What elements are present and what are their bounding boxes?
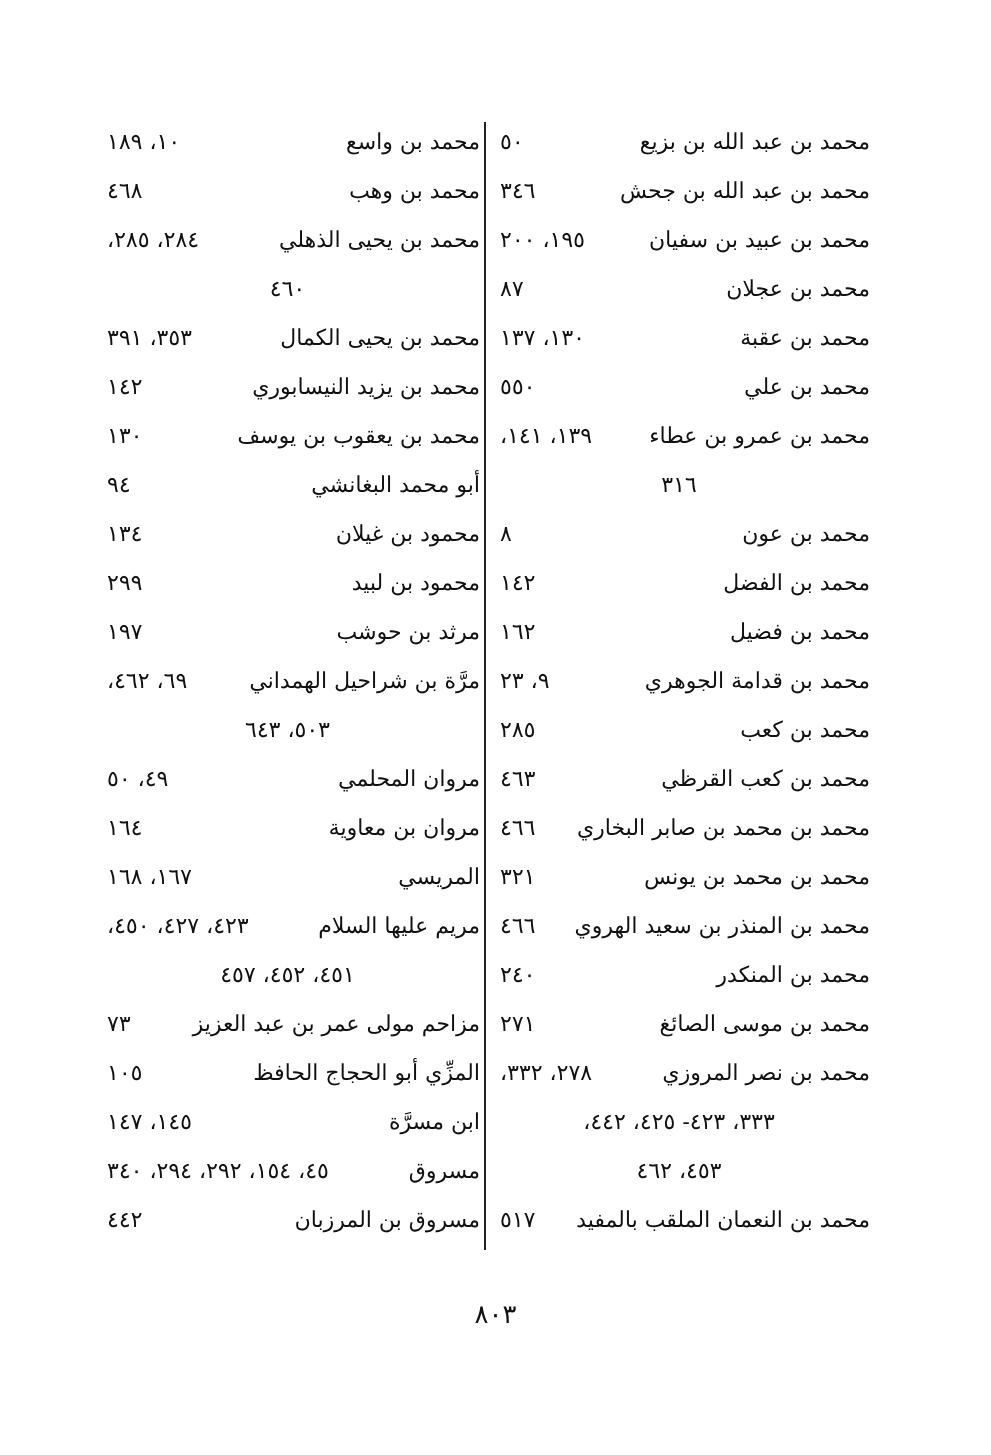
- entry-pages: ٨: [500, 522, 512, 547]
- index-column-right: [488, 118, 870, 1245]
- entry-pages: ٥٠: [500, 130, 524, 155]
- index-entry: [488, 412, 870, 461]
- index-entry: [488, 902, 870, 951]
- index-entry: [95, 167, 480, 216]
- entry-name: محمد بن عمرو بن عطاء: [649, 424, 870, 449]
- entry-pages: ٦٩، ٤٦٢،: [107, 669, 188, 694]
- entry-pages: ١٩٧: [107, 620, 143, 645]
- entry-pages: ٤٢٣، ٤٢٧، ٤٥٠،: [107, 914, 249, 939]
- entry-pages: ١٣٠، ١٣٧: [500, 326, 585, 351]
- entry-pages: ٣٢١: [500, 865, 536, 890]
- entry-pages: ٤٦٠: [269, 277, 306, 302]
- entry-name: محمد بن نصر المروزي: [662, 1061, 870, 1086]
- entry-pages: ١٦٤: [107, 816, 143, 841]
- index-column-left: [95, 118, 480, 1245]
- entry-name: محمد بن النعمان الملقب بالمفيد: [576, 1208, 870, 1233]
- entry-pages: ٢٨٤، ٢٨٥،: [107, 228, 200, 253]
- index-entry: [95, 510, 480, 559]
- index-entry: [488, 559, 870, 608]
- entry-name: محمد بن كعب القرظي: [661, 767, 870, 792]
- index-entry: [488, 951, 870, 1000]
- entry-name: محمود بن لبيد: [351, 571, 480, 596]
- entry-pages: ١٦٧، ١٦٨: [107, 865, 192, 890]
- entry-pages: ٢٤٠: [500, 963, 536, 988]
- entry-name: محمد بن المنكدر: [716, 963, 870, 988]
- entry-name: محمد بن واسع: [346, 130, 480, 155]
- entry-name: محمد بن يعقوب بن يوسف: [237, 424, 480, 449]
- entry-name: مروان بن معاوية: [328, 816, 480, 841]
- entry-name: محمد بن وهب: [349, 179, 480, 204]
- entry-pages: ٢٨٥: [500, 718, 536, 743]
- entry-pages: ٤٦٦: [500, 914, 536, 939]
- index-entry: [488, 608, 870, 657]
- index-entry: [95, 657, 480, 706]
- index-entry: [95, 461, 480, 510]
- index-entry: [488, 510, 870, 559]
- column-divider: [484, 122, 486, 1250]
- entry-pages: ١٠، ١٨٩: [107, 130, 181, 155]
- entry-pages: ١٤٥، ١٤٧: [107, 1110, 192, 1135]
- index-entry: [488, 1196, 870, 1245]
- entry-name: محمد بن فضيل: [729, 620, 870, 645]
- index-entry: [95, 853, 480, 902]
- index-entry: [488, 1000, 870, 1049]
- index-entry: [488, 167, 870, 216]
- entry-pages: ١٤٢: [500, 571, 536, 596]
- index-entry: [95, 804, 480, 853]
- entry-pages: ٤٦٦: [500, 816, 536, 841]
- entry-pages: ٣٥٣، ٣٩١: [107, 326, 192, 351]
- index-entry: [488, 804, 870, 853]
- entry-pages: ٥١٧: [500, 1208, 536, 1233]
- index-entry-continuation: [95, 265, 480, 314]
- index-entry: [95, 755, 480, 804]
- entry-name: محمد بن عبد الله بن جحش: [619, 179, 870, 204]
- index-entry: [488, 118, 870, 167]
- index-entry-continuation: [95, 706, 480, 755]
- index-entry: [488, 657, 870, 706]
- index-entry-continuation: [95, 951, 480, 1000]
- index-entry: [488, 755, 870, 804]
- index-entry: [95, 1196, 480, 1245]
- entry-pages: ٣١٦: [661, 473, 697, 498]
- entry-name: محمد بن كعب: [740, 718, 870, 743]
- entry-name: محمود بن غيلان: [335, 522, 480, 547]
- index-entry: [488, 1049, 870, 1098]
- entry-pages: ٤٦٨: [107, 179, 143, 204]
- index-entry: [95, 559, 480, 608]
- entry-pages: ٥٠٣، ٦٤٣: [245, 718, 330, 743]
- entry-pages: ٩، ٢٣: [500, 669, 550, 694]
- entry-name: محمد بن يزيد النيسابوري: [252, 375, 480, 400]
- entry-name: المزِّي أبو الحجاج الحافظ: [253, 1061, 480, 1086]
- entry-name: محمد بن محمد بن يونس: [644, 865, 870, 890]
- entry-name: محمد بن عبد الله بن بزيع: [639, 130, 870, 155]
- entry-name: مسروق: [408, 1159, 480, 1184]
- index-entry: [95, 902, 480, 951]
- index-entry: [95, 1147, 480, 1196]
- entry-name: مرثد بن حوشب: [336, 620, 480, 645]
- index-entry: [95, 363, 480, 412]
- entry-pages: ١٣٤: [107, 522, 143, 547]
- index-entry-continuation: [488, 1098, 870, 1147]
- entry-name: محمد بن عون: [742, 522, 870, 547]
- entry-name: محمد بن علي: [744, 375, 870, 400]
- entry-pages: ١٤٢: [107, 375, 143, 400]
- entry-name: محمد بن محمد بن صابر البخاري: [576, 816, 870, 841]
- entry-name: محمد بن موسى الصائغ: [659, 1012, 870, 1037]
- index-entry: [95, 608, 480, 657]
- entry-name: محمد بن عبيد بن سفيان: [649, 228, 870, 253]
- entry-pages: ١٩٥، ٢٠٠: [500, 228, 585, 253]
- entry-pages: ٤٥، ١٥٤، ٢٩٢، ٢٩٤، ٣٤٠: [107, 1159, 329, 1184]
- entry-pages: ٤٤٢: [107, 1208, 143, 1233]
- entry-name: المريسي: [398, 865, 480, 890]
- index-entry: [95, 412, 480, 461]
- index-entry: [488, 363, 870, 412]
- entry-pages: ١٣٠: [107, 424, 143, 449]
- entry-name: أبو محمد البغانشي: [311, 473, 480, 498]
- index-entry: [488, 314, 870, 363]
- entry-name: محمد بن عقبة: [740, 326, 870, 351]
- entry-name: مروان المحلمي: [338, 767, 480, 792]
- index-entry: [95, 1049, 480, 1098]
- entry-name: محمد بن المنذر بن سعيد الهروي: [574, 914, 870, 939]
- index-entry: [488, 216, 870, 265]
- entry-pages: ٣٣٣، ٤٢٣- ٤٢٥، ٤٤٢،: [583, 1110, 775, 1135]
- entry-name: مرَّة بن شراحيل الهمداني: [249, 669, 480, 694]
- entry-pages: ٧٣: [107, 1012, 131, 1037]
- entry-name: مسروق بن المرزبان: [294, 1208, 480, 1233]
- entry-pages: ٩٤: [107, 473, 131, 498]
- index-entry: [95, 216, 480, 265]
- index-entry-continuation: [488, 461, 870, 510]
- index-entry-continuation: [488, 1147, 870, 1196]
- index-entry: [95, 314, 480, 363]
- entry-pages: ٤٦٣: [500, 767, 536, 792]
- index-entry: [95, 118, 480, 167]
- entry-name: محمد بن يحيى الذهلي: [279, 228, 480, 253]
- entry-name: محمد بن الفضل: [723, 571, 870, 596]
- index-entry: [488, 706, 870, 755]
- entry-name: مريم عليها السلام: [318, 914, 480, 939]
- entry-pages: ٤٥١، ٤٥٢، ٤٥٧: [220, 963, 355, 988]
- index-entry: [95, 1098, 480, 1147]
- index-entry: [488, 853, 870, 902]
- entry-pages: ٣٤٦: [500, 179, 536, 204]
- entry-pages: ٤٥٣، ٤٦٢: [636, 1159, 722, 1184]
- index-entry: [488, 265, 870, 314]
- entry-pages: ٢٧٨، ٣٣٢،: [500, 1061, 593, 1086]
- entry-pages: ٨٧: [500, 277, 524, 302]
- entry-name: ابن مسرَّة: [388, 1110, 480, 1135]
- entry-name: محمد بن قدامة الجوهري: [644, 669, 870, 694]
- entry-pages: ٥٥٠: [500, 375, 536, 400]
- entry-pages: ٢٩٩: [107, 571, 143, 596]
- entry-pages: ١٣٩، ١٤١،: [500, 424, 593, 449]
- page-number: ٨٠٣: [474, 1300, 517, 1330]
- entry-name: محمد بن يحيى الكمال: [280, 326, 480, 351]
- entry-name: مزاحم مولى عمر بن عبد العزيز: [192, 1012, 480, 1037]
- entry-name: محمد بن عجلان: [726, 277, 870, 302]
- entry-pages: ٢٧١: [500, 1012, 536, 1037]
- entry-pages: ١٠٥: [107, 1061, 143, 1086]
- entry-pages: ١٦٢: [500, 620, 536, 645]
- entry-pages: ٤٩، ٥٠: [107, 767, 169, 792]
- index-entry: [95, 1000, 480, 1049]
